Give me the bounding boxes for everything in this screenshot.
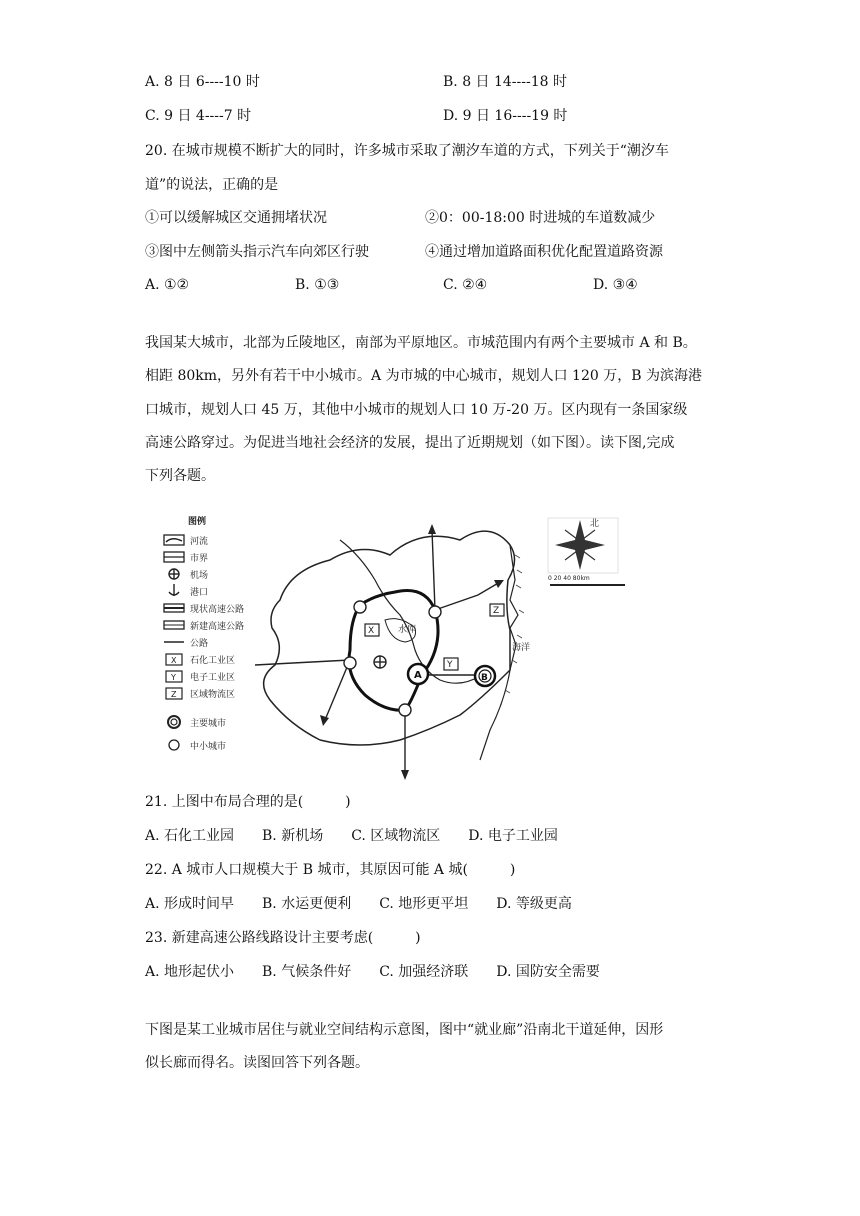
zone-z bbox=[490, 604, 504, 616]
q22-options: A. 形成时间早 B. 水运更便利 C. 地形更平坦 D. 等级更高 bbox=[145, 896, 572, 912]
minor-city-ne bbox=[429, 606, 441, 618]
city-a bbox=[408, 664, 428, 684]
passage1-line-3: 口城市，规划人口 45 万，其他中小城市的规划人口 10 万-20 万。区内现有一条国家级 bbox=[145, 402, 688, 418]
q20-statement-3: ③图中左侧箭头指示汽车向郊区行驶 bbox=[145, 244, 369, 260]
passage1-line-2: 相距 80km，另外有若干中小城市。A 为市城的中心城市，规划人口 120 万，B 为滨海港 bbox=[145, 368, 702, 384]
city-boundary bbox=[264, 531, 515, 745]
q20-option-d: D. ③④ bbox=[593, 277, 638, 293]
legend-petrochemical: 石化工业区 bbox=[190, 656, 236, 666]
passage1-line-5: 下列各题。 bbox=[145, 468, 215, 484]
road-sw bbox=[325, 660, 350, 720]
minor-city-south bbox=[399, 704, 411, 716]
zone-x bbox=[365, 624, 379, 636]
q20-statement-1: ①可以缓解城区交通拥堵状况 bbox=[145, 210, 327, 226]
road-north bbox=[432, 530, 435, 610]
zone-z-label: Z bbox=[493, 606, 500, 616]
minor-city-west bbox=[344, 657, 356, 669]
legend-title: 图例 bbox=[188, 517, 207, 527]
legend-airport: 机场 bbox=[190, 571, 209, 581]
q20-option-b: B. ①③ bbox=[295, 277, 340, 293]
legend-river: 河流 bbox=[190, 537, 209, 547]
q21-stem: 21. 上图中布局合理的是( ) bbox=[145, 794, 351, 810]
q22-stem: 22. A 城市人口规模大于 B 城市，其原因可能 A 城( ) bbox=[145, 862, 516, 878]
q20-statement-4: ④通过增加道路面积优化配置道路资源 bbox=[425, 244, 663, 260]
zone-x-label: X bbox=[368, 626, 375, 636]
city-a-label: A bbox=[414, 670, 422, 681]
q19-option-c: C. 9 日 4----7 时 bbox=[145, 108, 252, 124]
map-legend bbox=[164, 515, 244, 752]
north-label: 北 bbox=[590, 519, 600, 529]
q20-option-c: C. ②④ bbox=[443, 277, 488, 293]
city-planning-map bbox=[160, 500, 720, 780]
passage2-line-1: 下图是某工业城市居住与就业空间结构示意图，图中“就业廊”沿南北干道延伸，因形 bbox=[145, 1022, 664, 1038]
city-b bbox=[475, 666, 495, 686]
sea-label: 海洋 bbox=[512, 643, 531, 653]
q19-option-b: B. 8 日 14----18 时 bbox=[443, 74, 567, 90]
legend-logistics: 区域物流区 bbox=[190, 690, 236, 700]
q19-option-d: D. 9 日 16----19 时 bbox=[443, 108, 568, 124]
legend-letter-y: Y bbox=[171, 673, 176, 682]
scale-bar bbox=[548, 575, 625, 585]
airport-icon bbox=[374, 656, 386, 668]
legend-road: 公路 bbox=[190, 639, 209, 649]
zone-y-label: Y bbox=[447, 660, 453, 670]
legend-existing-expressway: 现状高速公路 bbox=[190, 605, 245, 615]
reservoir-label: 水库 bbox=[398, 625, 417, 635]
legend-letter-z: Z bbox=[171, 690, 177, 699]
passage2-line-2: 似长廊而得名。读图回答下列各题。 bbox=[145, 1055, 369, 1071]
legend-minor-city: 中小城市 bbox=[190, 742, 227, 752]
q23-stem: 23. 新建高速公路线路设计主要考虑( ) bbox=[145, 930, 421, 946]
legend-port: 港口 bbox=[190, 588, 209, 598]
legend-boundary: 市界 bbox=[190, 554, 209, 564]
q20-stem-line1: 20. 在城市规模不断扩大的同时，许多城市采取了潮汐车道的方式，下列关于“潮汐车 bbox=[145, 143, 669, 159]
q20-stem-line2: 道”的说法，正确的是 bbox=[145, 177, 279, 193]
passage1-line-1: 我国某大城市，北部为丘陵地区，南部为平原地区。市城范围内有两个主要城市 A 和 B。 bbox=[145, 335, 697, 351]
zone-y bbox=[444, 658, 458, 670]
legend-letter-x: X bbox=[171, 656, 177, 665]
q23-options: A. 地形起伏小 B. 气候条件好 C. 加强经济联 D. 国防安全需要 bbox=[145, 964, 600, 980]
compass-rose-icon bbox=[548, 517, 618, 573]
legend-major-city: 主要城市 bbox=[190, 719, 227, 729]
city-b-label: B bbox=[481, 673, 488, 683]
minor-city-north bbox=[354, 601, 366, 613]
q20-statement-2: ②0：00-18:00 时进城的车道数减少 bbox=[425, 210, 656, 226]
scale-label: 0 20 40 80km bbox=[548, 575, 590, 582]
road-west bbox=[255, 660, 350, 665]
q20-option-a: A. ①② bbox=[145, 277, 190, 293]
passage1-line-4: 高速公路穿过。为促进当地社会经济的发展，提出了近期规划（如下图）。读下图,完成 bbox=[145, 435, 675, 451]
q21-options: A. 石化工业园 B. 新机场 C. 区域物流区 D. 电子工业园 bbox=[145, 828, 558, 844]
legend-new-expressway: 新建高速公路 bbox=[190, 622, 245, 632]
legend-electronics: 电子工业区 bbox=[190, 673, 236, 683]
q19-option-a: A. 8 日 6----10 时 bbox=[145, 74, 260, 90]
